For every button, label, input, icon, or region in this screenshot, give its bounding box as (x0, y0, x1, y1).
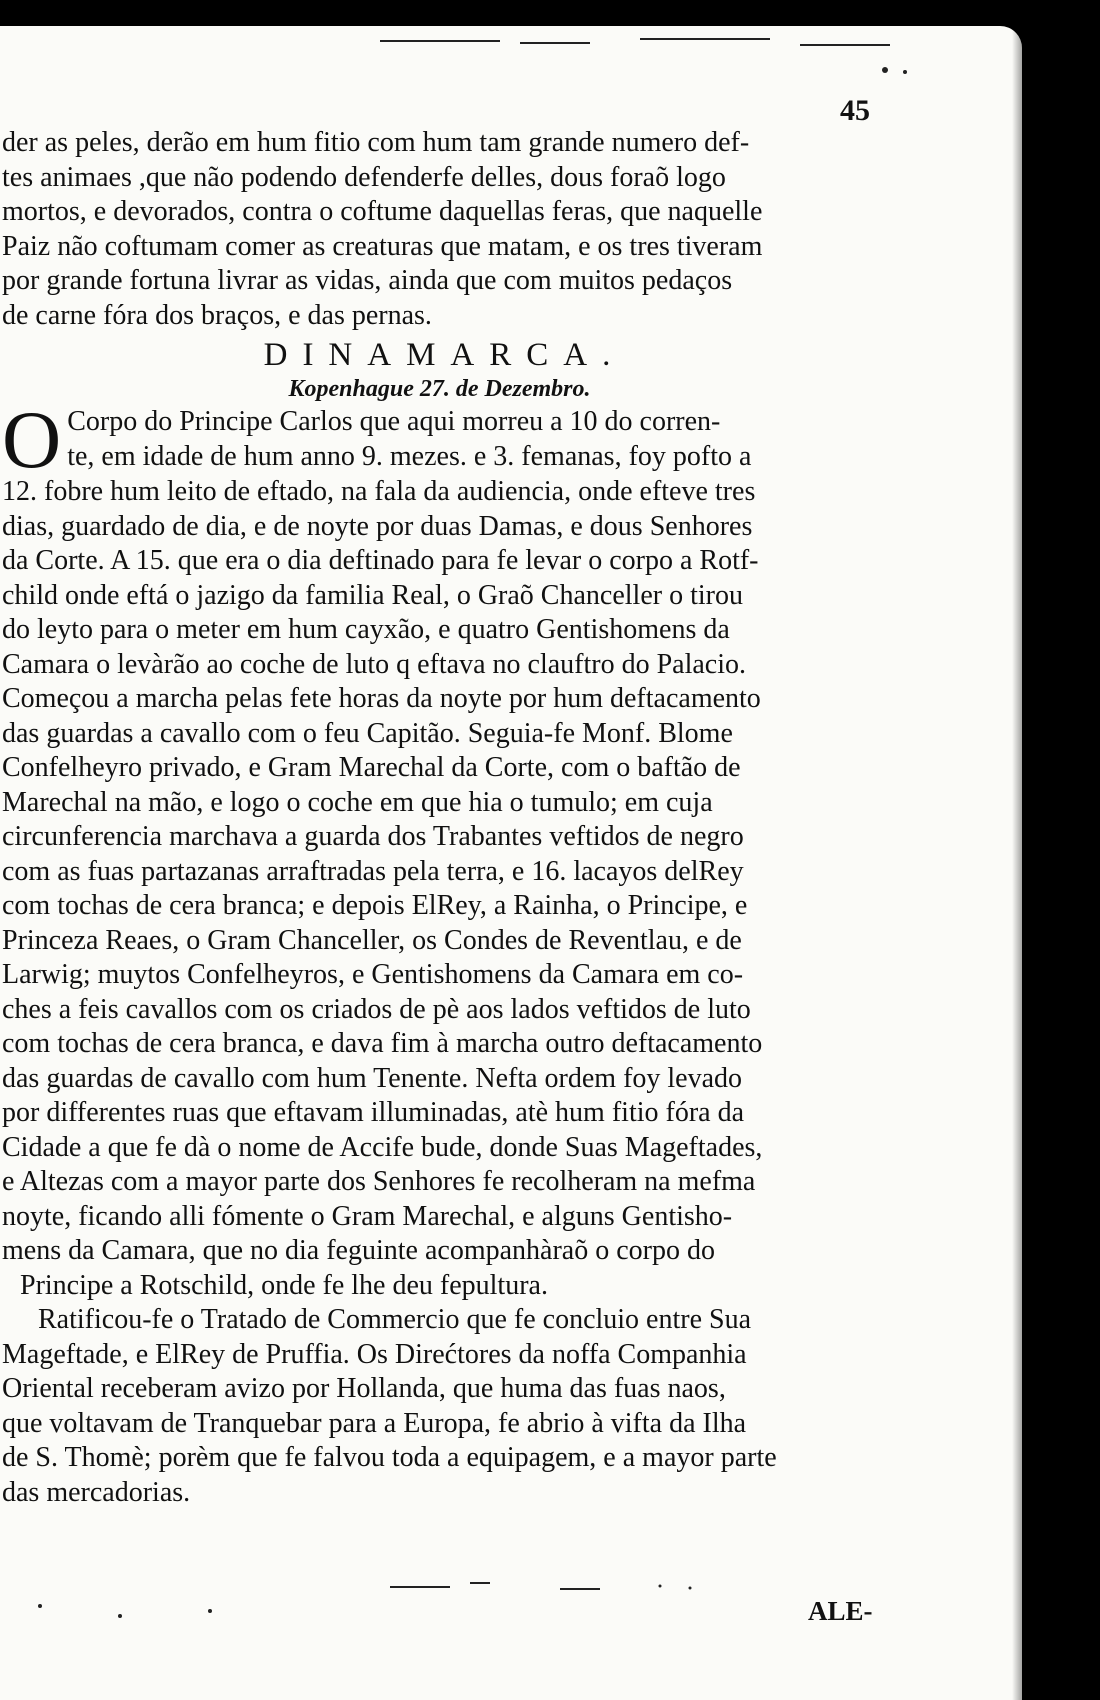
text-line: com tochas de cera branca; e depois ElRey, a Rainha, o Principe, e (2, 890, 748, 921)
text-line: child onde eftá o jazigo da familia Real, o Graõ Chanceller o tirou (2, 579, 743, 611)
text-line: com tochas de cera branca, e dava fim à marcha outro deftacamento (2, 1028, 763, 1059)
text-line: por differentes ruas que eftavam illuminadas, atè hum fitio fóra da (2, 1097, 744, 1128)
text-line: Cidade a que fe dà o nome de Accife bude, donde Suas Mageftades, (2, 1131, 763, 1163)
text-line: circunferencia marchava a guarda dos Trabantes veftidos de negro (2, 821, 744, 852)
text-line: que voltavam de Tranquebar para a Europa, fe abrio à vifta da Ilha (2, 1407, 747, 1439)
text-line: Larwig; muytos Confelheyros, e Gentishomens da Camara em co- (2, 959, 744, 990)
text-line: Marechal na mão, e logo o coche em que hia o tumulo; em cuja (2, 786, 713, 818)
text-line: der as peles, derão em hum fitio com hum tam grande numero def- (2, 127, 750, 158)
text-line: mortos, e devorados, contra o coftume daquellas feras, que naquelle (2, 196, 763, 227)
text-line: das mercadorias. (2, 1476, 191, 1508)
text-line: Oriental receberam avizo por Hollanda, que huma das fuas naos, (2, 1373, 726, 1404)
page-edge-shadow (1012, 26, 1022, 1700)
text-line: Princeza Reaes, o Gram Chanceller, os Condes de Reventlau, e de (2, 924, 742, 956)
text-line: Corpo do Principe Carlos que aqui morreu a 10 do corren- (67, 406, 721, 437)
text-line: Camara o levàrão ao coche de luto q eftava no clauftro do Palacio. (2, 648, 747, 680)
document-page (0, 26, 1022, 1700)
body-text (2, 126, 907, 1510)
text-line: Ratificou-fe o Tratado de Commercio que fe concluio entre Sua (38, 1304, 752, 1335)
catchword: ALE- (808, 1596, 873, 1626)
text-line: ches a feis cavallos com os criados de pè aos lados veftidos de luto (2, 993, 751, 1025)
text-line: 12. fobre hum leito de eftado, na fala da audiencia, onde efteve tres (2, 476, 756, 507)
text-line: dias, guardado de dia, e de noyte por duas Damas, e dous Senhores (2, 510, 753, 542)
text-line: Principe a Rotschild, onde fe lhe deu fepultura. (20, 1269, 548, 1301)
text-line: e Altezas com a mayor parte dos Senhores fe recolheram na mefma (2, 1166, 756, 1197)
page-number: 45 (840, 94, 870, 127)
text-line: Começou a marcha pelas fete horas da noyte por hum deftacamento (2, 683, 761, 714)
text-line: do leyto para o meter em hum cayxão, e quatro Gentishomens da (2, 614, 730, 645)
drop-cap: O (2, 394, 62, 485)
text-line: tes animaes ,que não podendo defenderfe delles, dous foraõ logo (2, 161, 726, 193)
text-line: Mageftade, e ElRey de Pruffia. Os Direćtores da noffa Companhia (2, 1338, 747, 1370)
section-heading: DINAMARCA. (263, 337, 626, 373)
text-line: mens da Camara, que no dia feguinte acompanhàraõ o corpo do (2, 1235, 715, 1266)
text-line: das guardas de cavallo com hum Tenente. Nefta ordem foy levado (2, 1062, 743, 1094)
text-line: te, em idade de hum anno 9. mezes. e 3. femanas, foy pofto a (67, 440, 752, 472)
text-line: por grande fortuna livrar as vidas, ainda que com muitos pedaços (2, 265, 733, 296)
text-line: de S. Thomè; porèm que fe falvou toda a equipagem, e a mayor parte (2, 1442, 777, 1473)
text-line: Paiz não coftumam comer as creaturas que matam, e os tres tiveram (2, 230, 763, 262)
dateline: Kopenhague 27. de Dezembro. (288, 376, 591, 402)
text-line: noyte, ficando alli fómente o Gram Marechal, e alguns Gentisho- (2, 1200, 733, 1232)
text-line: de carne fóra dos braços, e das pernas. (2, 299, 432, 331)
text-line: com as fuas partazanas arraftradas pela terra, e 16. lacayos delRey (2, 855, 744, 887)
text-line: da Corte. A 15. que era o dia deftinado para fe levar o corpo a Rotf- (2, 545, 759, 576)
text-line: das guardas a cavallo com o feu Capitão. Seguia-fe Monf. Blome (2, 717, 733, 749)
text-line: Confelheyro privado, e Gram Marechal da Corte, com o baftão de (2, 752, 741, 783)
